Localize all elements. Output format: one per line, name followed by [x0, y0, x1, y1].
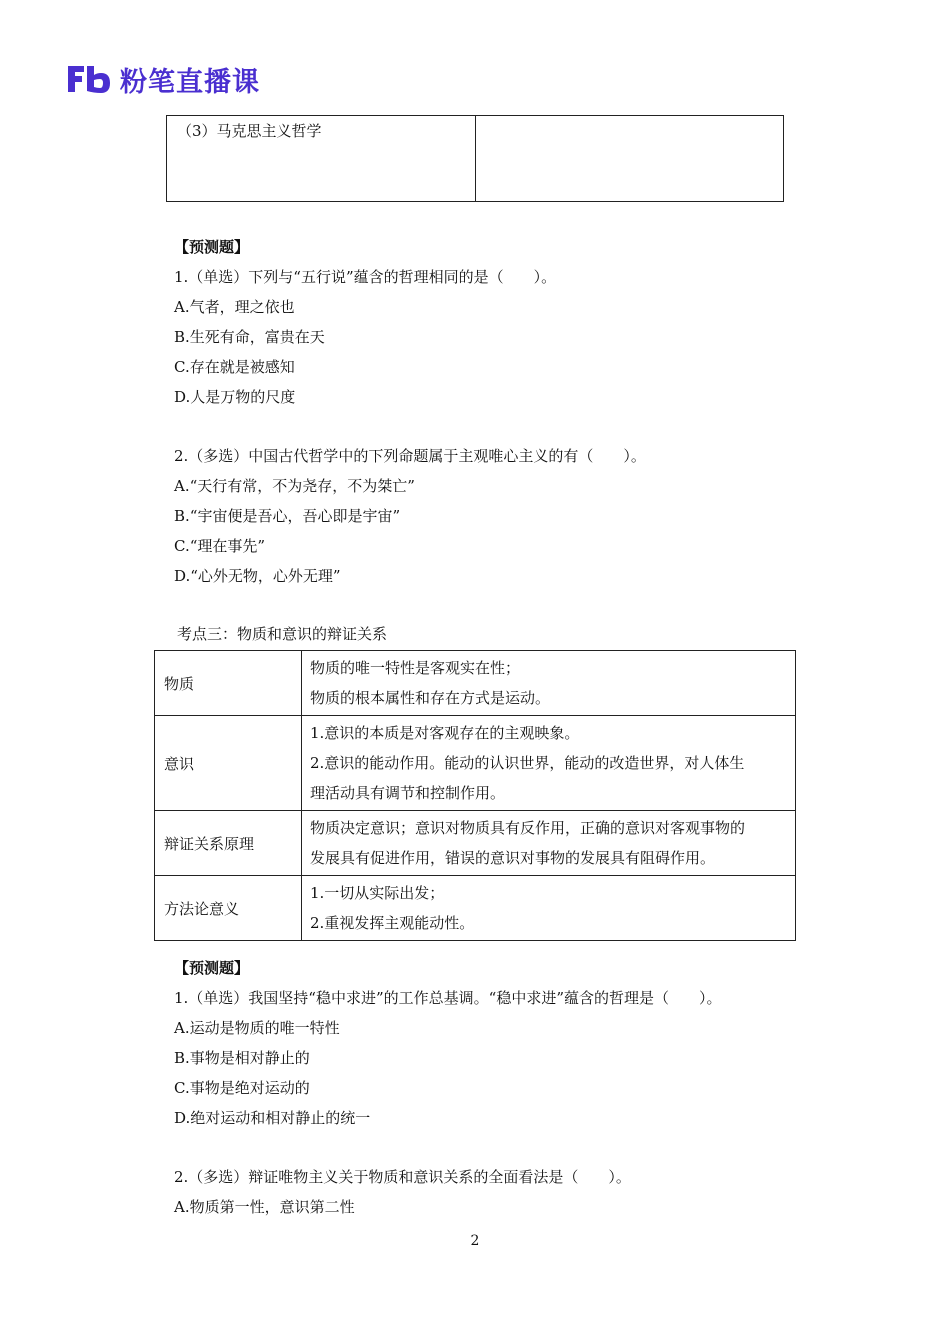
top-table: [166, 115, 784, 202]
row-value: 物质的唯一特性是客观实在性； 物质的根本属性和存在方式是运动。: [302, 651, 796, 716]
question-stem: 2.（多选）辩证唯物主义关于物质和意识关系的全面看法是（ ）。: [174, 1168, 631, 1186]
row-value: 1.意识的本质是对客观存在的主观映象。 2.意识的能动作用。能动的认识世界，能动的改造世界，对人体生 理活动具有调节和控制作用。: [302, 716, 796, 811]
quiz-block-2b: [174, 1162, 631, 1222]
question-stem: 1.（单选）下列与“五行说”蕴含的哲理相同的是（ ）。: [174, 268, 557, 286]
row-key: 辩证关系原理: [155, 811, 302, 876]
option: A.运动是物质的唯一特性: [174, 1019, 340, 1037]
question-stem: 2.（多选）中国古代哲学中的下列命题属于主观唯心主义的有（ ）。: [174, 447, 646, 465]
option: A.“天行有常，不为尧存，不为桀亡”: [174, 477, 415, 495]
brand-name: 粉笔直播课: [120, 66, 260, 98]
table-row: [155, 876, 796, 941]
row-value: 1.一切从实际出发； 2.重视发挥主观能动性。: [302, 876, 796, 941]
option: D.人是万物的尺度: [174, 388, 296, 406]
quiz-heading: 【预测题】: [174, 238, 250, 256]
page-number: 2: [470, 1233, 480, 1249]
option: B.“宇宙便是吾心，吾心即是宇宙”: [174, 507, 401, 525]
row-key: 方法论意义: [155, 876, 302, 941]
row-key: 意识: [155, 716, 302, 811]
quiz-block-1b: [174, 441, 646, 591]
top-table-left-cell: （3）马克思主义哲学: [167, 116, 476, 202]
top-table-right-cell: [475, 116, 784, 202]
question-stem: 1.（单选）我国坚持“稳中求进”的工作总基调。“稳中求进”蕴含的哲理是（ ）。: [174, 989, 722, 1007]
table-row: [155, 716, 796, 811]
option: A.物质第一性，意识第二性: [174, 1198, 355, 1216]
option: A.气者，理之依也: [174, 298, 295, 316]
row-value: 物质决定意识；意识对物质具有反作用，正确的意识对客观事物的 发展具有促进作用，错误的意识对事物的发展具有阻碍作用。: [302, 811, 796, 876]
option: C.“理在事先”: [174, 537, 266, 555]
option: B.生死有命，富贵在天: [174, 328, 325, 346]
quiz-heading: 【预测题】: [174, 959, 250, 977]
table-row: [155, 811, 796, 876]
quiz-block-1: [174, 232, 556, 412]
section-title: 考点三：物质和意识的辩证关系: [177, 625, 388, 643]
option: C.事物是绝对运动的: [174, 1079, 310, 1097]
quiz-block-2: [174, 953, 722, 1133]
option: C.存在就是被感知: [174, 358, 295, 376]
fb-logo-icon: [66, 64, 112, 94]
table-row: [155, 651, 796, 716]
row-key: 物质: [155, 651, 302, 716]
option: B.事物是相对静止的: [174, 1049, 310, 1067]
option: D.绝对运动和相对静止的统一: [174, 1109, 371, 1127]
concept-table: [154, 650, 796, 941]
brand-logo: [66, 62, 260, 96]
option: D.“心外无物，心外无理”: [174, 567, 341, 585]
